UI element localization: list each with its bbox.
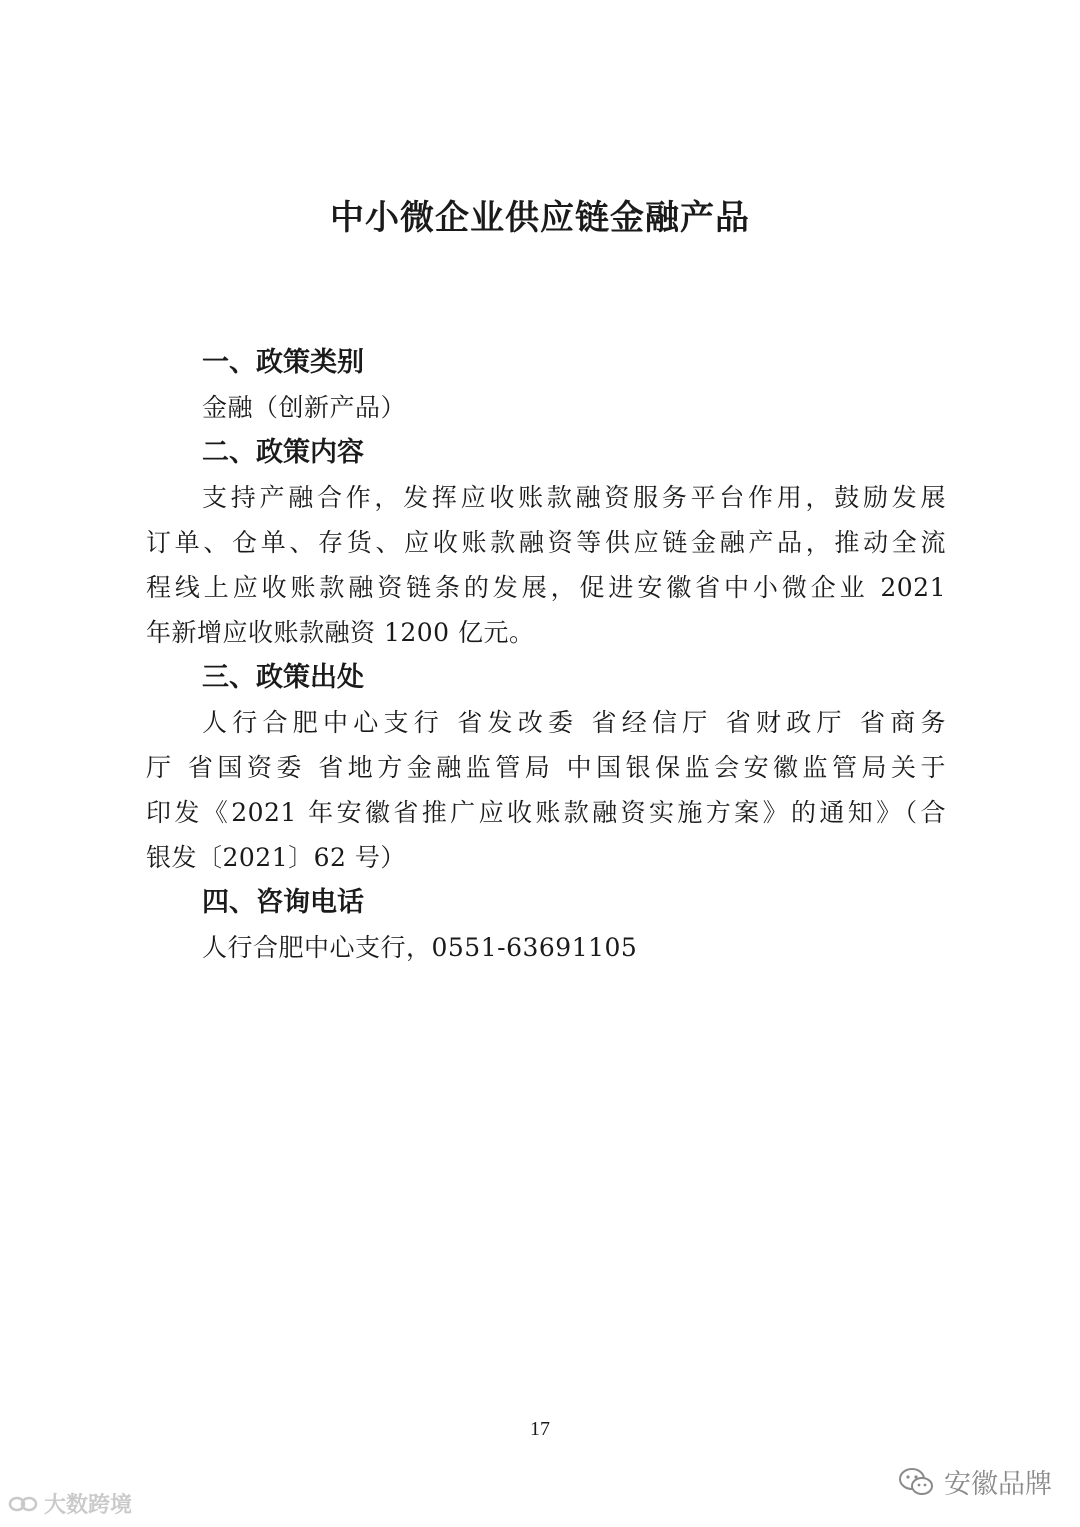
loop-logo-icon bbox=[8, 1494, 38, 1514]
body-line: 印发《2021 年安徽省推广应收账款融资实施方案》的通知》（合 bbox=[146, 798, 946, 827]
body-line: 厅 省国资委 省地方金融监管局 中国银保监会安徽监管局关于 bbox=[146, 753, 946, 782]
section-heading-policy-category: 一、政策类别 bbox=[202, 347, 364, 378]
body-line: 金融（创新产品） bbox=[202, 393, 407, 422]
section-heading-contact-phone: 四、咨询电话 bbox=[202, 887, 364, 918]
watermark-right-text: 安徽品牌 bbox=[944, 1469, 1052, 1500]
body-line: 银发〔2021〕62 号） bbox=[146, 843, 406, 872]
section-body-policy-content bbox=[146, 475, 946, 655]
wechat-icon bbox=[898, 1467, 934, 1497]
section-heading-policy-content: 二、政策内容 bbox=[202, 437, 364, 468]
watermark-right bbox=[898, 1462, 1052, 1501]
watermark-left-text: 大数跨境 bbox=[44, 1493, 133, 1518]
section-body-policy-category bbox=[146, 385, 946, 430]
body-line: 年新增应收账款融资 1200 亿元。 bbox=[146, 618, 535, 647]
body-line: 订单、仓单、存货、应收账款融资等供应链金融产品，推动全流 bbox=[146, 528, 946, 557]
section-body-contact-phone bbox=[146, 925, 946, 970]
watermark-left bbox=[8, 1488, 132, 1519]
body-line: 支持产融合作，发挥应收账款融资服务平台作用，鼓励发展 bbox=[202, 483, 946, 512]
body-line: 人行合肥中心支行 省发改委 省经信厅 省财政厅 省商务 bbox=[202, 708, 946, 737]
section-heading-policy-source: 三、政策出处 bbox=[202, 662, 364, 693]
body-line: 程线上应收账款融资链条的发展，促进安徽省中小微企业 2021 bbox=[146, 573, 946, 602]
document-title: 中小微企业供应链金融产品 bbox=[330, 198, 750, 238]
page-number: 17 bbox=[530, 1418, 550, 1440]
section-body-policy-source bbox=[146, 700, 946, 880]
body-line: 人行合肥中心支行，0551-63691105 bbox=[202, 933, 638, 962]
document-body bbox=[146, 340, 946, 970]
